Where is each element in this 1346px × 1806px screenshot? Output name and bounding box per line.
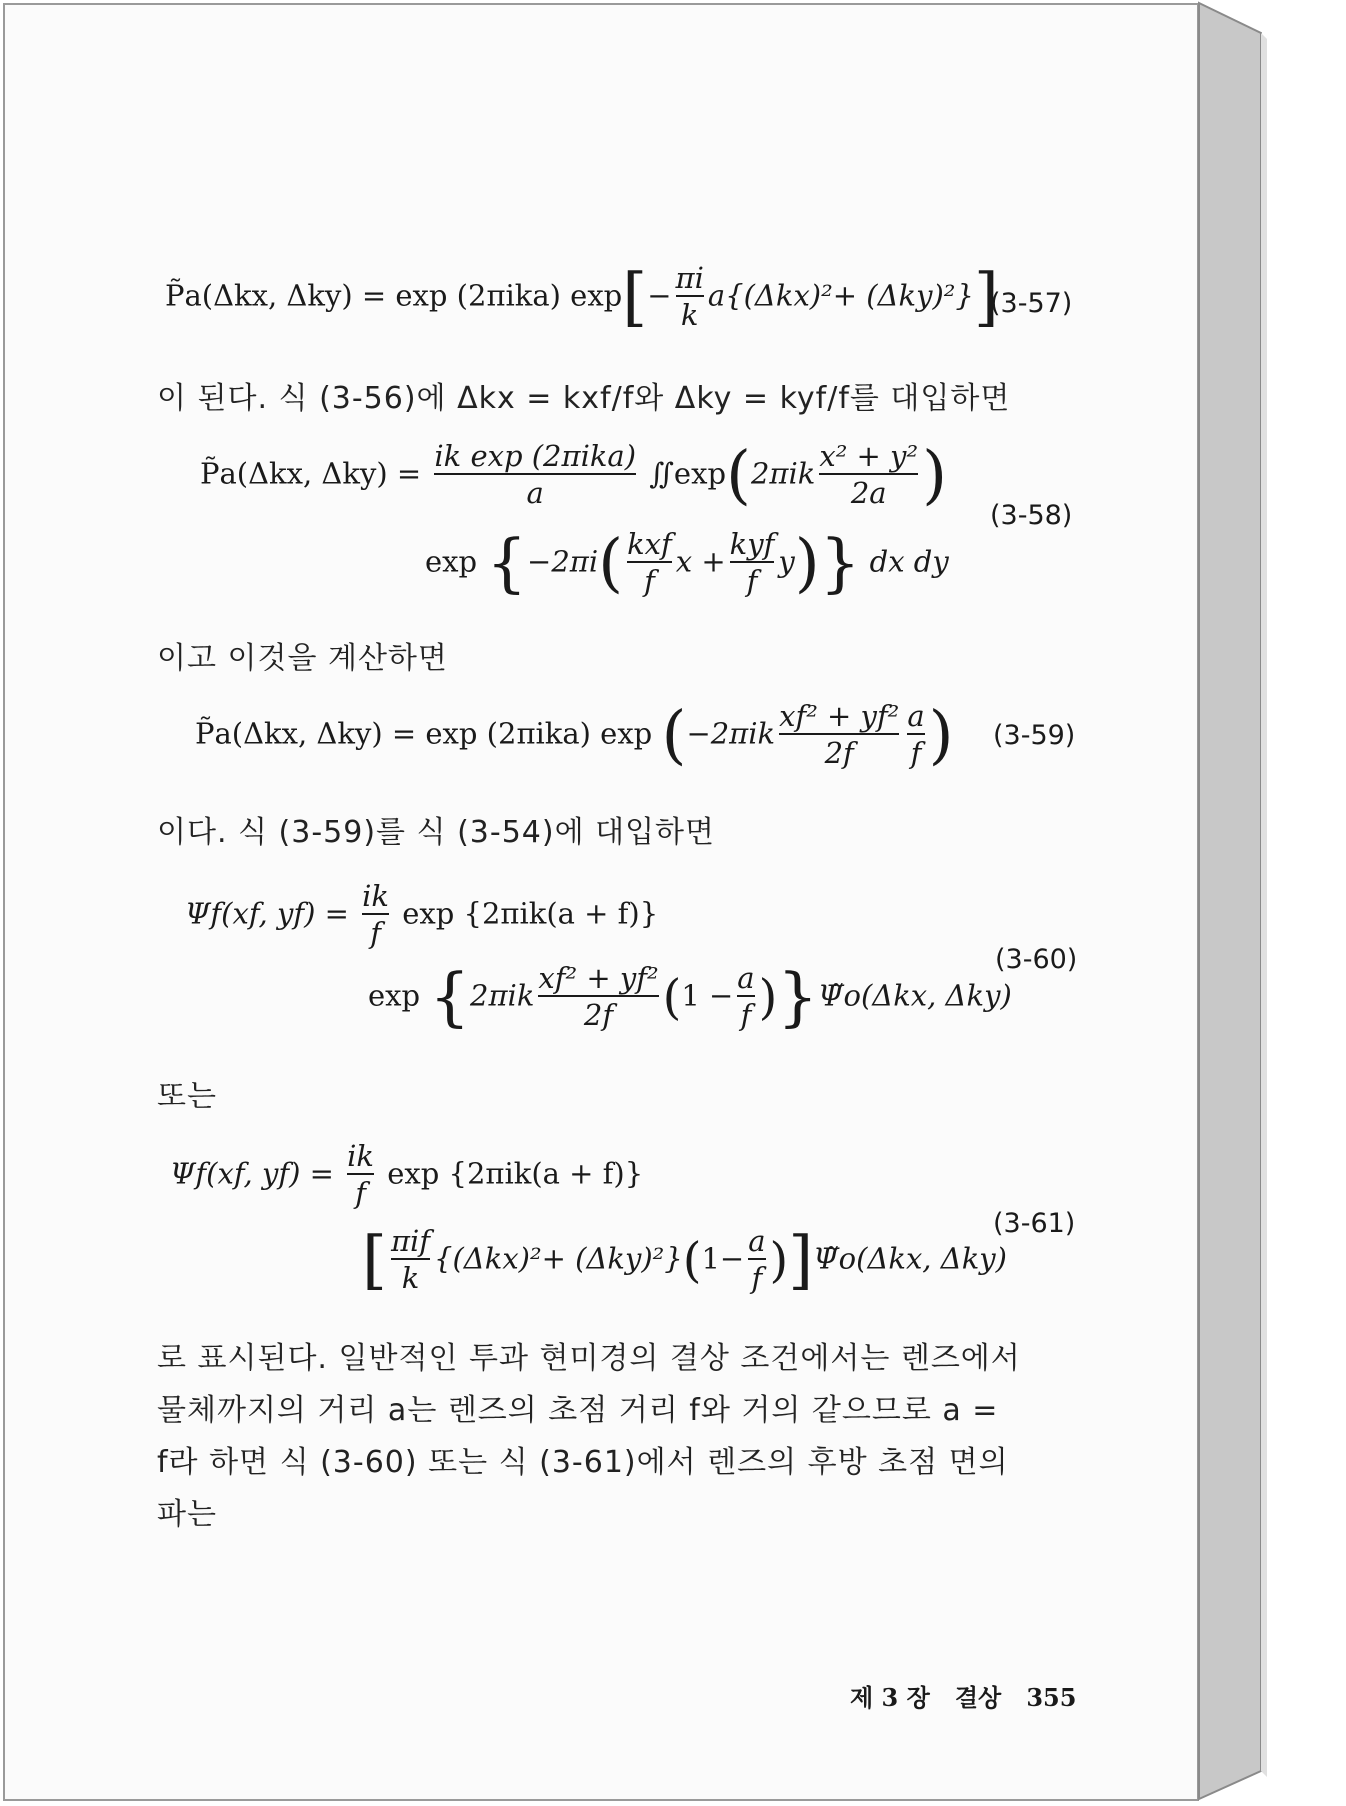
eq61-lhs: Ψf(xf, yf) = — [170, 1156, 334, 1191]
equation-number-3-61: (3-61) — [993, 1208, 1076, 1239]
eq59-head: exp (2πika) exp — [425, 716, 653, 751]
eq59-frac1-num: xf² + yf² — [779, 699, 900, 733]
eq58-integral: ∬exp — [649, 456, 727, 491]
eq59-frac2-num: a — [907, 699, 925, 733]
eq60-frac3-den: f — [737, 995, 754, 1032]
equation-3-61-line-2: [ $\frac{\text{πif}}{k}$ {(Δkx)²+ (Δky)²}(1− $\frac{a}{f}$ )]Ψ̃o(Δkx, Δky) — [362, 1223, 1007, 1298]
footer-chapter: 제 3 장 — [850, 1683, 930, 1712]
eq58-frac1-num: ik exp (2πika) — [434, 439, 637, 473]
page-edge-thickness — [1199, 3, 1269, 1801]
eq60-line2-lead: exp — [368, 978, 421, 1013]
eq58-frac3-num: kxf — [627, 527, 672, 561]
eq58-lhs: P̃a(Δkx, Δky) = — [200, 456, 422, 491]
page-number: 355 — [1026, 1683, 1077, 1712]
eq58-frac2-den: 2a — [819, 473, 918, 510]
equation-number-3-57: (3-57) — [990, 288, 1073, 319]
eq57-tail: a{(Δkx)²+ (Δky)²} — [707, 278, 974, 313]
eq61-frac2-den: k — [391, 1258, 430, 1295]
eq59-frac1-den: 2f — [779, 733, 899, 770]
equation-number-3-59: (3-59) — [993, 720, 1076, 751]
paragraph-line-2: 물체까지의 거리 a는 렌즈의 초점 거리 f와 거의 같으므로 a = — [157, 1393, 999, 1428]
eq60-line2-tail: Ψ̃o(Δkx, Δky) — [818, 978, 1012, 1013]
equation-3-60-line-2: exp {2πik $\frac{\text{xf² + yf²}}{2f}$ (1 − $\frac{a}{f}$ )}Ψ̃o(Δkx, Δky) — [368, 960, 1012, 1035]
eq60-line1-tail: exp {2πik(a + f)} — [402, 896, 659, 931]
equation-number-3-58: (3-58) — [990, 500, 1073, 531]
eq58-frac1-den: a — [434, 473, 636, 510]
eq58-line2-mid: x + — [675, 544, 726, 579]
paragraph-line-3: f라 하면 식 (3-60) 또는 식 (3-61)에서 렌즈의 후방 초점 면의 — [157, 1445, 1009, 1480]
eq61-frac1-den: f — [347, 1173, 374, 1210]
equation-3-58-line-2: exp {−2πi( $\frac{\text{kxf}}{f}$ x + $\frac{\text{kyf}}{f}$ y)} dx dy — [425, 526, 949, 601]
eq61-paren-lead: 1− — [701, 1241, 745, 1276]
eq60-frac1-num: ik — [362, 879, 389, 913]
paragraph-line-1: 로 표시된다. 일반적인 투과 현미경의 결상 조건에서는 렌즈에서 — [157, 1341, 1021, 1376]
footer-title: 결상 — [954, 1683, 1002, 1712]
equation-3-61-line-1 — [170, 1140, 643, 1211]
text-line-1: 이 된다. 식 (3-56)에 Δkx = kxf/f와 Δky = kyf/f를 대입하면 — [157, 381, 1011, 416]
eq57-head: exp (2πika) exp — [395, 278, 623, 313]
equation-3-59: P̃a(Δkx, Δky) = exp (2πika) exp (−2πik $\frac{\text{xf² + yf²}}{2f}$ $\frac{a}{f}$ ) — [195, 698, 954, 773]
eq61-line2-mid: {(Δkx)²+ (Δky)²} — [434, 1241, 683, 1276]
equation-3-58-line-1: P̃a(Δkx, Δky) = $\frac{\text{ik exp (2πika)}}{a}$ ∬exp(2πik $\frac{\text{x² + y²}}{2a}$ ) — [200, 438, 948, 513]
eq60-line2-inner: 2πik — [470, 978, 535, 1013]
eq60-paren-lead: 1 − — [681, 978, 734, 1013]
eq59-frac2-den: f — [907, 733, 924, 770]
text-line-2: 이고 이것을 계산하면 — [157, 641, 448, 676]
eq61-frac3-den: f — [748, 1258, 765, 1295]
eq57-frac-den: k — [676, 295, 704, 332]
eq57-lhs: P̃a(Δkx, Δky) = — [165, 278, 387, 313]
eq58-line2-y: y — [778, 544, 795, 579]
equation-number-3-60: (3-60) — [995, 944, 1078, 975]
paragraph-line-4: 파는 — [157, 1497, 217, 1532]
eq59-inner-lead: −2πik — [686, 716, 776, 751]
eq58-frac3-den: f — [627, 561, 672, 598]
eq60-frac3-num: a — [737, 961, 755, 995]
eq60-frac2-den: 2f — [538, 995, 658, 1032]
eq58-frac4-num: kyf — [729, 527, 775, 561]
text-line-4: 또는 — [157, 1079, 217, 1114]
equation-3-57: P̃a(Δkx, Δky) = exp (2πika) exp[− $\frac{\pi i}{k}$ a{(Δkx)²+ (Δky)²}] — [165, 260, 999, 335]
eq60-frac1-den: f — [362, 913, 389, 950]
page-footer — [850, 1678, 1076, 1713]
eq61-line2-tail: Ψ̃o(Δkx, Δky) — [813, 1241, 1007, 1276]
eq57-frac-num: πi — [675, 261, 704, 295]
eq58-line2-inner: −2πi — [527, 544, 599, 579]
eq60-frac2-num: xf² + yf² — [538, 961, 659, 995]
eq58-line2-tail: dx dy — [869, 544, 949, 579]
eq60-lhs: Ψf(xf, yf) = — [185, 896, 349, 931]
eq61-line1-tail: exp {2πik(a + f)} — [387, 1156, 644, 1191]
equation-3-60-line-1 — [185, 880, 658, 951]
eq59-lhs: P̃a(Δkx, Δky) = — [195, 716, 417, 751]
eq58-inner-lead: 2πik — [750, 456, 816, 491]
eq58-frac4-den: f — [730, 561, 775, 598]
eq58-frac2-num: x² + y² — [819, 439, 919, 473]
eq61-frac2-num: πif — [390, 1224, 431, 1258]
eq61-frac1-num: ik — [347, 1139, 374, 1173]
text-line-3: 이다. 식 (3-59)를 식 (3-54)에 대입하면 — [157, 815, 716, 850]
eq61-frac3-num: a — [748, 1224, 766, 1258]
eq58-line2-lead: exp — [425, 544, 478, 579]
